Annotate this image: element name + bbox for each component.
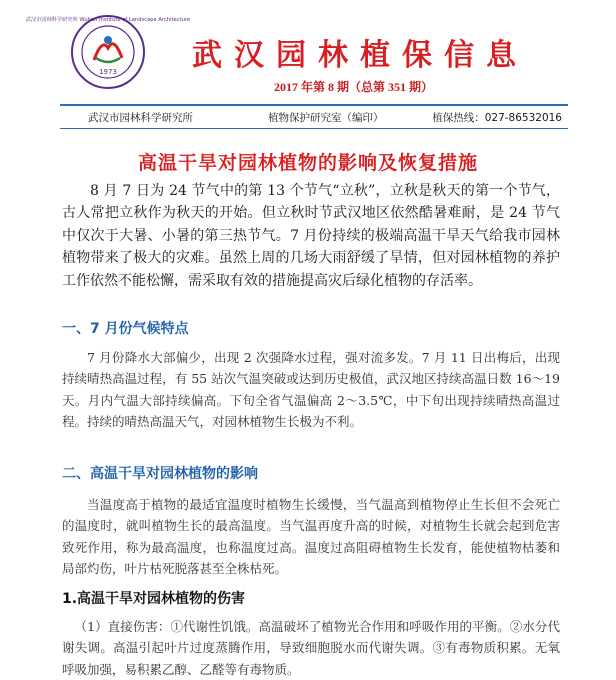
intro-paragraph: 8 月 7 日为 24 节气中的第 13 个节气“立秋”，立秋是秋天的第一个节气，古人常把立秋作为秋天的开始。但立秋时节武汉地区依然酷暑难耐，是 24 节气中仅次于大暑、小暑的第三热节气。7 月份持续的极端高温干旱天气给我市园林植物带来了极大的灾难。虽然上周的几场大雨舒缓了旱情，但对园林植物的养护工作依然不能松懈，需采取有效的措施提高灾后绿化植物的存活率。 [62, 183, 560, 289]
section1-paragraph: 7 月份降水大部偏少，出现 2 次强降水过程，强对流多发。7 月 11 日出梅后，出现持续晴热高温过程，有 55 站次气温突破或达到历史极值，武汉地区持续高温日数 16～19 天。月内气温大部持续偏高。下旬全省气温偏高 2～3.5℃，中下旬出现持续晴热高温过程。持续的晴热高温天气，对园林植物生长极为不利。 [62, 350, 560, 430]
section1-heading: 一、7 月份气候特点 [62, 321, 189, 337]
article-title: 高温干旱对园林植物的影响及恢复措施 [137, 152, 478, 174]
publisher-dept: 植物保护研究室（编印） [268, 112, 384, 124]
institute-logo [25, 14, 191, 90]
section2-paragraph: 当温度高于植物的最适宜温度时植物生长缓慢，当气温高到植物停止生长但不会死亡的温度时，就叫植物生长的最高温度。当气温再度升高的时候，对植物生长就会起到危害致死作用，称为最高温度，也称温度过高。温度过高阻碍植物生长发育，能使植物枯萎和局部灼伤，叶片枯死脱落甚至全株枯死。 [62, 497, 560, 577]
subsection1-paragraph: （1）直接伤害：①代谢性饥饿。高温破坏了植物光合作用和呼吸作用的平衡。②水分代谢失调。高温引起叶片过度蒸腾作用，导致细胞脱水而代谢失调。③有毒物质积累。无氧呼吸加强，易积累乙醇、乙醛等有毒物质。 [62, 619, 560, 677]
logo-year: 1973 [99, 68, 117, 76]
masthead [25, 12, 580, 112]
section2-heading: 二、高温干旱对园林植物的影响 [62, 466, 258, 482]
issue-number: 2017 年第 8 期（总第 351 期） [274, 80, 434, 94]
logo-ring-text: 武汉市园林科学研究所 Wuhan Institute of Landscape Architecture [25, 17, 191, 23]
newsletter-title: 武汉园林植保信息 [192, 38, 528, 73]
subsection1-heading: 1.高温干旱对园林植物的伤害 [62, 591, 246, 607]
hotline: 植保热线：027-86532016 [432, 112, 562, 124]
info-bar [60, 104, 568, 129]
publisher-org: 武汉市园林科学研究所 [88, 112, 193, 124]
